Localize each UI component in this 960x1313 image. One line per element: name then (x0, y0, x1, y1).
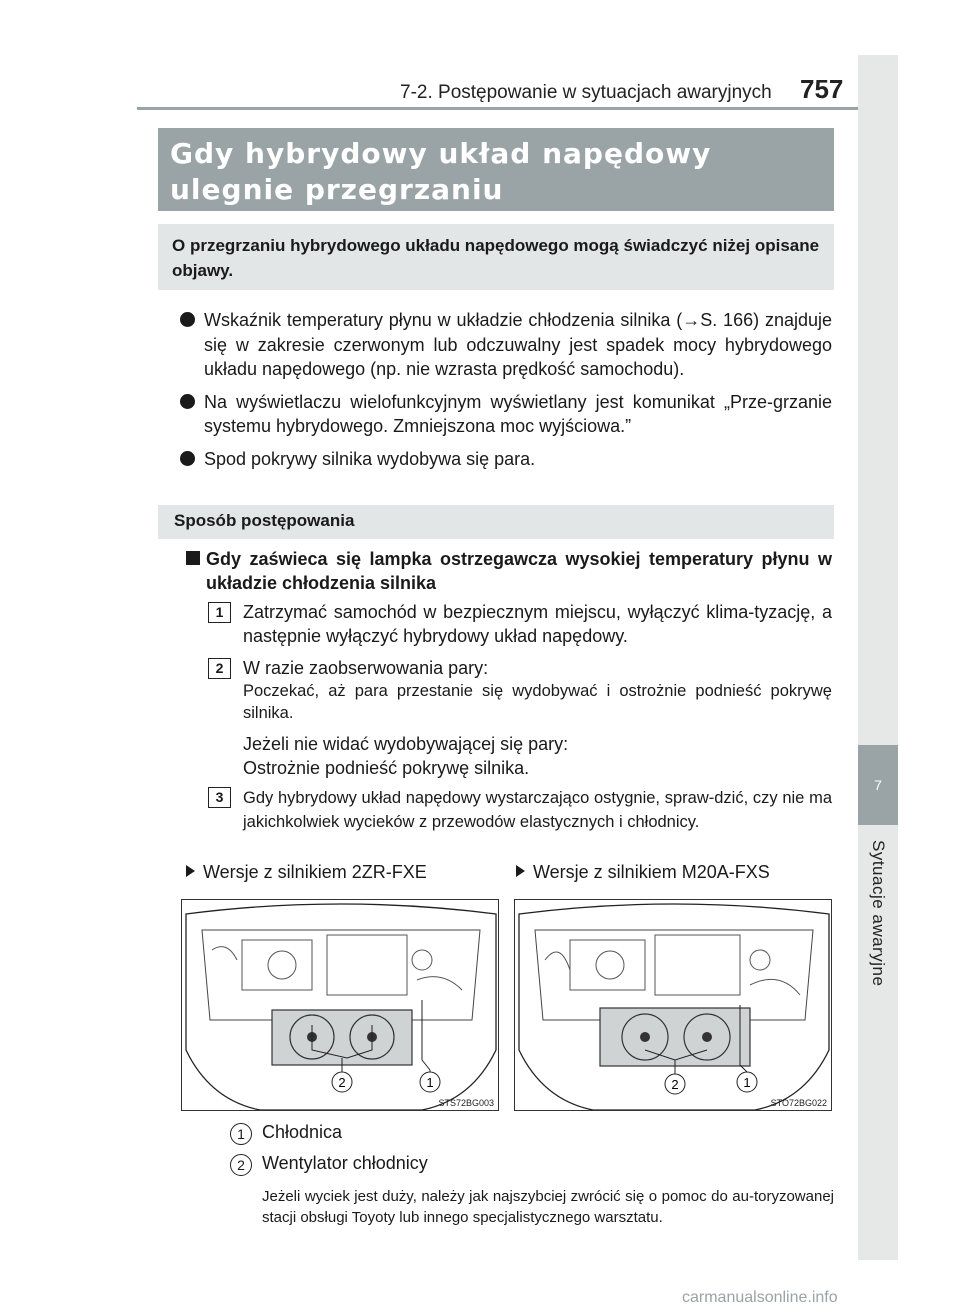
callout-2: 2 (671, 1077, 679, 1092)
step-number: 3 (208, 787, 231, 808)
square-bullet-icon (186, 551, 200, 565)
figure-label-m20a: Wersje z silnikiem M20A-FXS (516, 862, 770, 883)
intro-box: O przegrzaniu hybrydowego układu napędowego mogą świadczyć niżej opisane objawy. (158, 224, 834, 290)
callout-1: 1 (743, 1075, 751, 1090)
section-title: 7-2. Postępowanie w sytuacjach awaryjnych (400, 82, 772, 103)
callout-number: 1 (230, 1123, 252, 1145)
triangle-bullet-icon (186, 865, 195, 877)
figure-code: STS72BG003 (438, 1098, 494, 1108)
legend-item-fan: 2 Wentylator chłodnicy (230, 1153, 428, 1176)
page-number: 757 (800, 74, 844, 104)
page-title: Gdy hybrydowy układ napędowy ulegnie przegrzaniu (158, 128, 834, 211)
step-number: 1 (208, 602, 231, 623)
procedure-heading: Sposób postępowania (158, 505, 834, 539)
engine-bay-illustration (515, 900, 832, 1111)
step-3: 3 Gdy hybrydowy układ napędowy wystarczająco ostygnie, spraw-dzić, czy nie ma jakichkolwiek wycieków z przewodów elastycznych i chłodnicy. (208, 785, 832, 833)
step-1: 1 Zatrzymać samochód w bezpiecznym miejscu, wyłączyć klima-tyzację, a następnie wyłączyć hybrydowy układ napędowy. (208, 600, 832, 648)
step-number: 2 (208, 658, 231, 679)
engine-bay-figure-m20a (514, 899, 832, 1111)
figure-code: STO72BG022 (770, 1098, 827, 1108)
triangle-bullet-icon (516, 865, 525, 877)
watermark: carmanualsonline.info (682, 1289, 838, 1306)
list-item: Wskaźnik temperatury płynu w układzie chłodzenia silnika (→S. 166) znajduje się w zakresie czerwonym lub odczuwalny jest spadek mocy hybrydowego układu napędowego (np. nie wzrasta prędkość samochodu). (180, 308, 832, 382)
list-item: Spod pokrywy silnika wydobywa się para. (180, 447, 832, 472)
sidebar-tab-top (858, 55, 898, 745)
step-2: 2 W razie zaobserwowania pary: Poczekać, aż para przestanie się wydobywać i ostrożnie podnieść pokrywę silnika. Jeżeli nie widać wydobywającej się pary: Ostrożnie podnieść pokrywę silnika. (208, 656, 832, 780)
engine-bay-illustration (182, 900, 499, 1111)
bullet-icon (180, 451, 195, 466)
figure-label-2zr: Wersje z silnikiem 2ZR-FXE (186, 862, 427, 883)
engine-bay-figure-2zr (181, 899, 499, 1111)
list-item: Na wyświetlaczu wielofunkcyjnym wyświetlany jest komunikat „Prze-grzanie systemu hybrydowego. Zmniejszona moc wyjściowa.” (180, 390, 832, 439)
bullet-icon (180, 312, 195, 327)
callout-2: 2 (338, 1075, 346, 1090)
leak-note: Jeżeli wyciek jest duży, należy jak najszybciej zwrócić się o pomoc do au-toryzowanej stacji obsługi Toyoty lub innego specjalistycznego warsztatu. (262, 1188, 834, 1226)
callout-number: 2 (230, 1154, 252, 1176)
chapter-number-tab: 7 (858, 745, 898, 825)
symptom-list (180, 308, 832, 479)
bullet-icon (180, 394, 195, 409)
chapter-title: Sytuacje awaryjne (869, 840, 888, 987)
legend-item-radiator: 1 Chłodnica (230, 1122, 342, 1145)
warning-subheading: Gdy zaświeca się lampka ostrzegawcza wysokiej temperatury płynu w układzie chłodzenia silnika (186, 547, 832, 595)
header-rule (137, 107, 898, 110)
callout-1: 1 (426, 1075, 434, 1090)
